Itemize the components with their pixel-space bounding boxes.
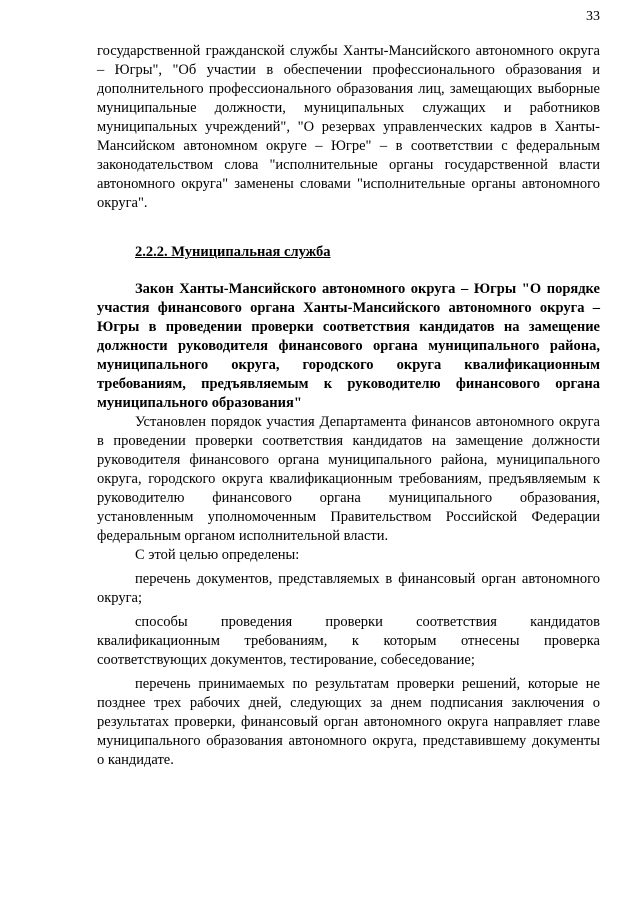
page-content [97, 42, 600, 770]
page-number: 33 [586, 9, 600, 24]
law-title: Закон Ханты-Мансийского автономного округа – Югры "О порядке участия финансового органа Ханты-Мансийского автономного округа – Югры в проведении проверки соответствия кандидатов на замещение должности руководителя финансового органа муниципального района, муниципального округа, городского округа квалификационным требованиям, предъявляемым к руководителю финансового органа муниципального образования" [97, 281, 600, 411]
list-item: перечень принимаемых по результатам проверки решений, которые не позднее трех рабочих дней, следующих за днем подписания заключения о результатах проверки, финансовый орган автономного округа направляет главе муниципального образования автономного округа, представившему документы о кандидате. [97, 676, 600, 768]
section-heading: 2.2.2. Муниципальная служба [135, 244, 331, 260]
intro-paragraph: государственной гражданской службы Ханты-Мансийского автономного округа – Югры", "Об участии в обеспечении профессионального образования и дополнительного профессионального образования лиц, замещающих выборные муниципальные должности, муниципальных служащих и работников муниципальных учреждений", "О резервах управленческих кадров в Ханты-Мансийском автономном округе – Югре" – в соответствии с федеральным законодательством слова "исполнительные органы государственной власти автономного округа" заменены словами "исполнительные органы автономного округа". [97, 43, 600, 211]
list-item: способы проведения проверки соответствия кандидатов квалификационным требованиям, к которым отнесены проверка соответствующих документов, тестирование, собеседование; [97, 614, 600, 668]
purpose-line: С этой целью определены: [135, 547, 300, 563]
body-paragraph: Установлен порядок участия Департамента финансов автономного округа в проведении проверки соответствия кандидатов на замещение должности руководителя финансового органа муниципального района, муниципального округа, городского округа квалификационным требованиям, предъявляемым к руководителю финансового органа муниципального образования, установленным уполномоченным Правительством Российской Федерации федеральным органом исполнительной власти. [97, 414, 600, 544]
list-item: перечень документов, представляемых в финансовый орган автономного округа; [97, 571, 600, 606]
